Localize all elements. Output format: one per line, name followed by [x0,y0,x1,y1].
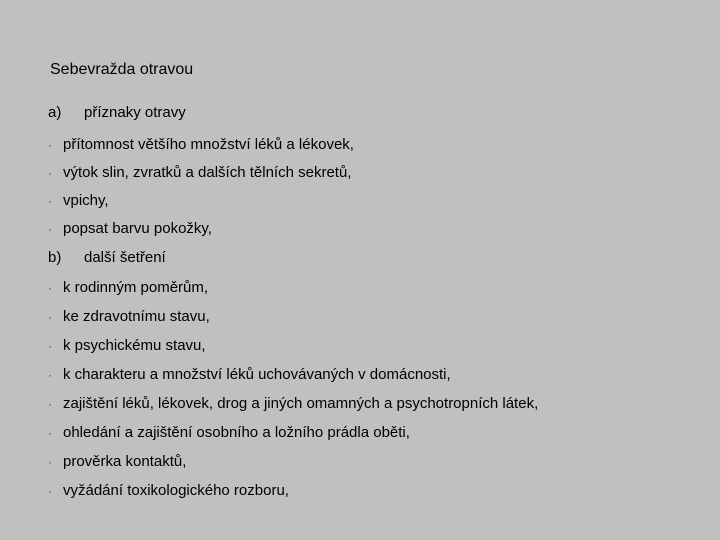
list-item-text: zajištění léků, lékovek, drog a jiných omamných a psychotropních látek, [63,395,539,412]
list-item-text: vpichy, [63,192,109,209]
bullet-icon: · [48,310,52,324]
section-b-heading: další šetření [84,249,166,266]
list-item [48,164,351,182]
bullet-icon: · [48,166,52,180]
bullet-icon: · [48,281,52,295]
bullet-icon: · [48,426,52,440]
list-item [48,192,109,210]
bullet-icon: · [48,368,52,382]
list-item [48,136,354,154]
bullet-icon: · [48,339,52,353]
list-item [48,482,289,500]
list-item [48,308,210,326]
list-item-text: prověrka kontaktů, [63,453,187,470]
section-a-marker: a) [48,104,62,121]
list-item-text: přítomnost většího množství léků a lékovek, [63,136,354,153]
section-b [48,249,166,267]
bullet-icon: · [48,138,52,152]
bullet-icon: · [48,222,52,236]
list-item [48,366,451,384]
list-item [48,279,208,297]
list-item-text: k rodinným poměrům, [63,279,209,296]
slide-title: Sebevražda otravou [50,61,194,78]
list-item [48,337,206,355]
list-item-text: ohledání a zajištění osobního a ložního prádla oběti, [63,424,410,441]
list-item [48,395,538,413]
list-item-text: k charakteru a množství léků uchovávaných v domácnosti, [63,366,451,383]
section-a-heading: příznaky otravy [84,104,186,121]
section-a [48,104,186,122]
bullet-icon: · [48,484,52,498]
section-b-marker: b) [48,249,62,266]
list-item-text: výtok slin, zvratků a dalších tělních sekretů, [63,164,352,181]
bullet-icon: · [48,455,52,469]
list-item-text: vyžádání toxikologického rozboru, [63,482,289,499]
list-item-text: k psychickému stavu, [63,337,206,354]
bullet-icon: · [48,194,52,208]
bullet-icon: · [48,397,52,411]
list-item-text: popsat barvu pokožky, [63,220,212,237]
list-item [48,220,212,238]
list-item [48,453,186,471]
list-item-text: ke zdravotnímu stavu, [63,308,210,325]
list-item [48,424,410,442]
